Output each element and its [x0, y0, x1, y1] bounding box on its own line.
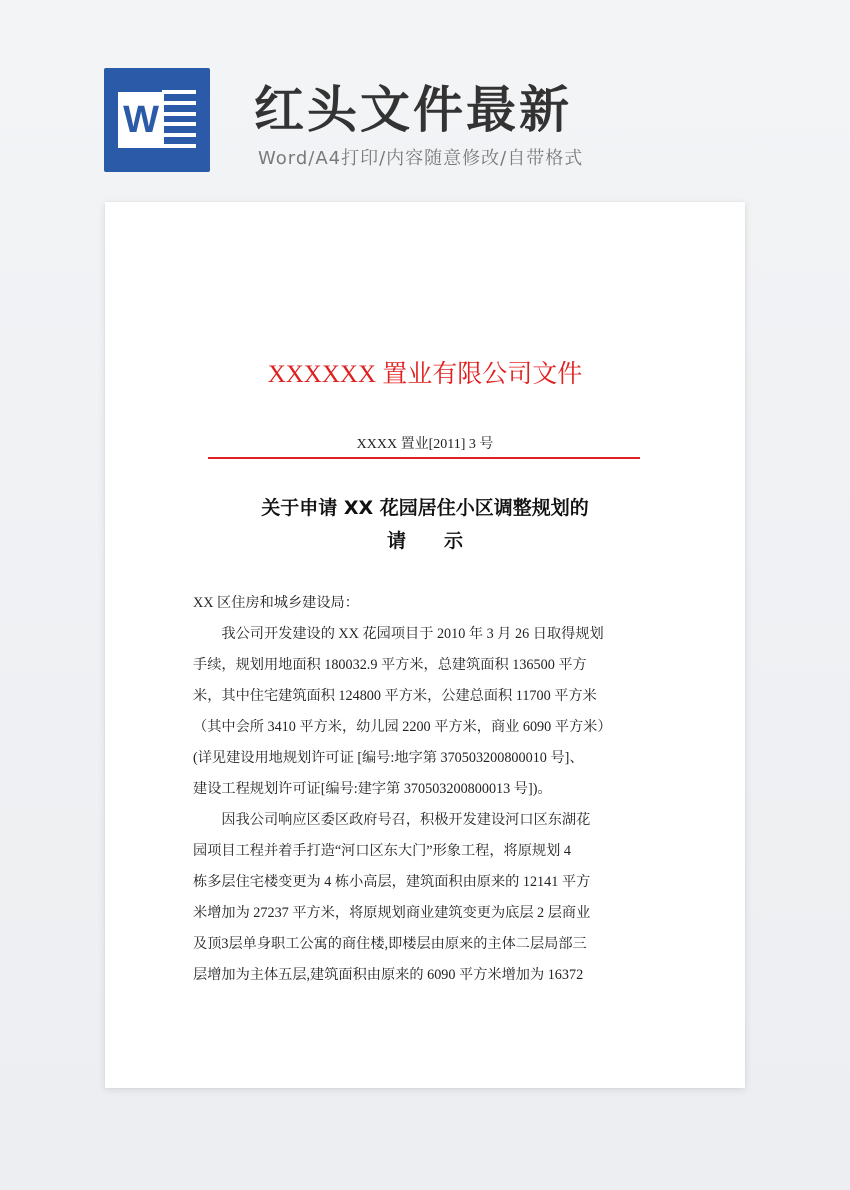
body-line: 层增加为主体五层,建筑面积由原来的 6090 平方米增加为 16372	[193, 967, 584, 983]
document-number: XXXX 置业[2011] 3 号	[356, 437, 494, 452]
red-divider	[208, 457, 640, 459]
word-logo-icon	[104, 68, 210, 172]
document-page	[105, 202, 745, 1088]
body-line: 米，其中住宅建筑面积 124800 平方米，公建总面积 11700 平方米	[193, 688, 597, 704]
page-header	[0, 0, 850, 200]
body-line: （其中会所 3410 平方米，幼儿园 2200 平方米，商业 6090 平方米）	[193, 719, 612, 735]
document-lines-icon	[162, 90, 196, 148]
body-line: 我公司开发建设的 XX 花园项目于 2010 年 3 月 26 日取得规划	[193, 626, 604, 642]
page-title: 红头文件最新	[254, 81, 572, 139]
body-line: 园项目工程并着手打造“河口区东大门”形象工程，将原规划 4	[193, 843, 571, 859]
word-letter-tile: W	[118, 92, 164, 148]
document-title-line2: 请 示	[386, 530, 463, 552]
body-line: (详见建设用地规划许可证 [编号:地字第 370503200800010 号]、	[193, 750, 584, 766]
document-body	[193, 588, 659, 991]
page-subtitle: Word/A4打印/内容随意修改/自带格式	[258, 148, 584, 169]
body-line: 因我公司响应区委区政府号召，积极开发建设河口区东湖花	[193, 812, 591, 828]
body-line: 建设工程规划许可证[编号:建字第 370503200800013 号])。	[193, 781, 552, 797]
issuer-heading: XXXXXX 置业有限公司文件	[267, 361, 583, 388]
body-line: 及顶3层单身职工公寓的商住楼,即楼层由原来的主体二层局部三	[193, 936, 587, 952]
body-line: 栋多层住宅楼变更为 4 栋小高层，建筑面积由原来的 12141 平方	[193, 874, 591, 890]
body-line: XX 区住房和城乡建设局：	[193, 595, 359, 611]
document-title: 关于申请 XX 花园居住小区调整规划的	[261, 497, 589, 519]
body-line: 手续，规划用地面积 180032.9 平方米，总建筑面积 136500 平方	[193, 657, 587, 673]
body-line: 米增加为 27237 平方米，将原规划商业建筑变更为底层 2 层商业	[193, 905, 591, 921]
